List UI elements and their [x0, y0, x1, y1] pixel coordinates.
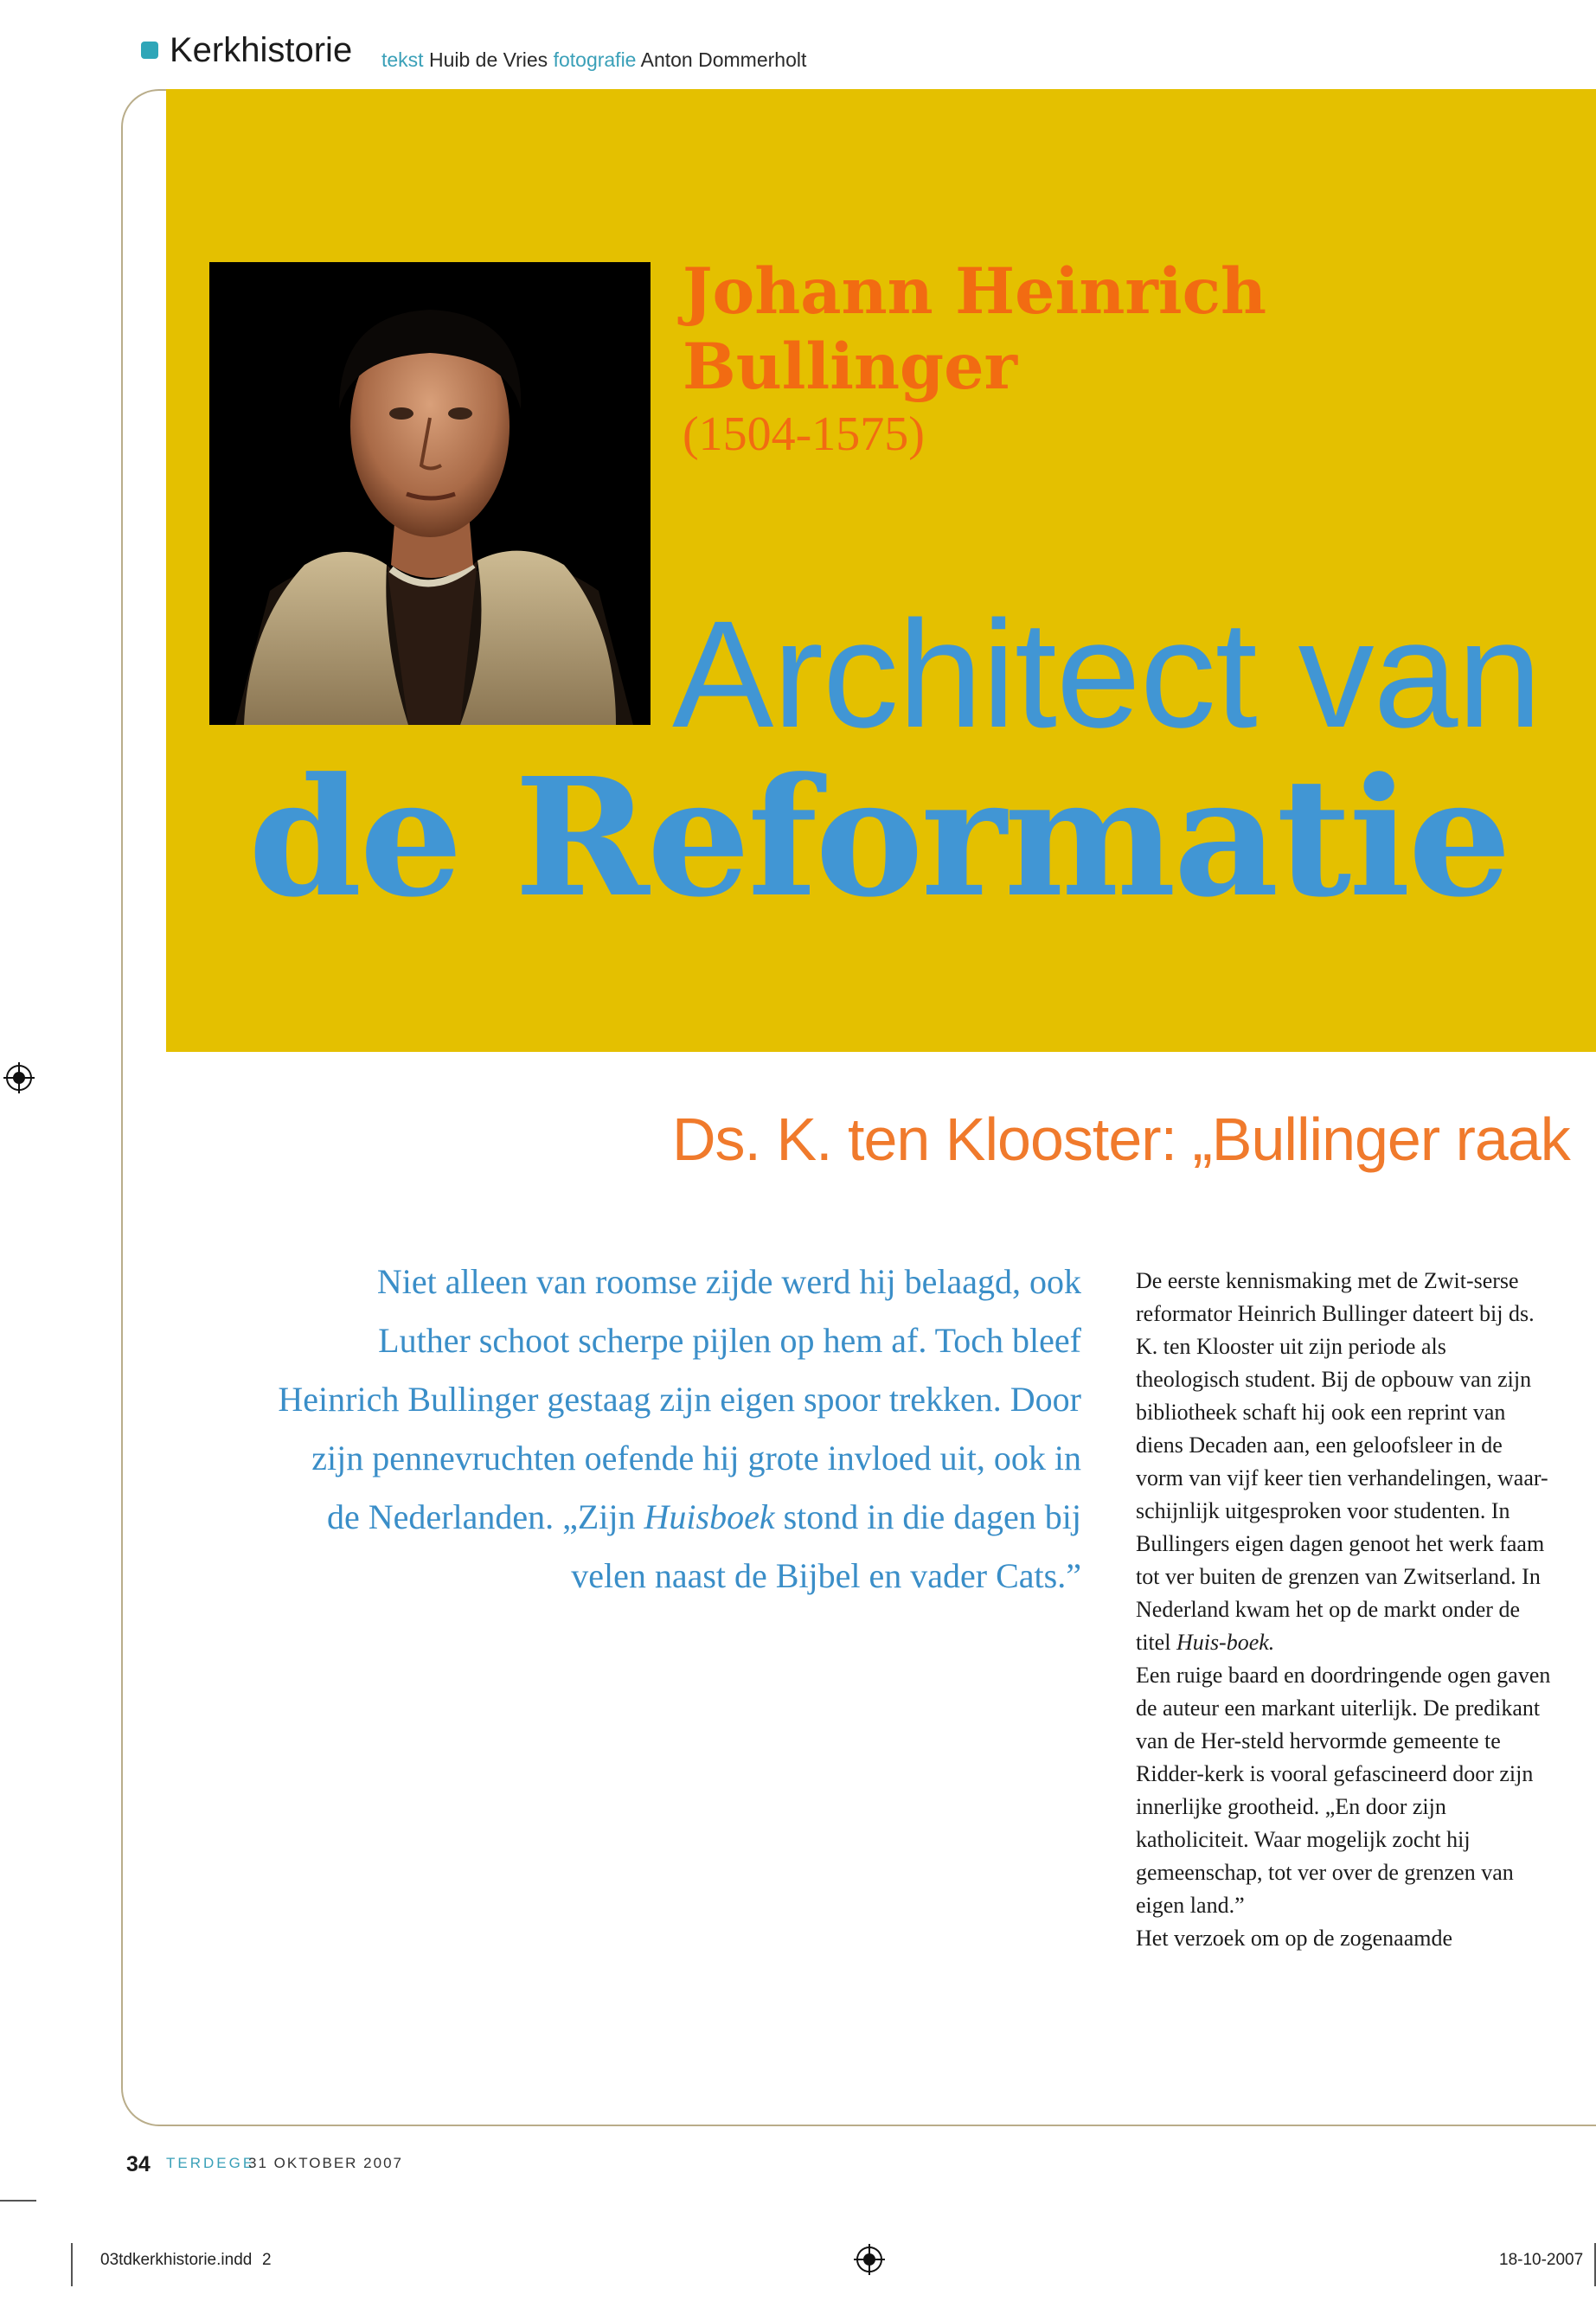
issue-date: 31 OKTOBER 2007 [248, 2155, 403, 2171]
crop-mark [0, 2200, 36, 2202]
slug-page: 2 [262, 2251, 272, 2269]
photo-credit-label: fotografie [553, 48, 637, 71]
intro-text-end: stond in die dagen bij velen naast de Bijbel en vader Cats.” [571, 1497, 1081, 1595]
headline-line1: Architect van [672, 590, 1542, 760]
body-paragraph-3: Het verzoek om op de zogenaamde [1136, 1926, 1453, 1951]
registration-mark-icon [3, 1062, 35, 1093]
page-number: 34 [126, 2152, 151, 2176]
body-paragraph-1 [1136, 1265, 1554, 1659]
slug-date: 18-10-2007 [1499, 2251, 1584, 2269]
body-paragraph-2: Een ruige baard en doordringende ogen gaven de auteur een markant uiterlijk. De predikant van de Her-steld hervormde gemeente te Ridder-kerk is vooral gefascineerd door zijn innerlijke grootheid. „En door zijn katholiciteit. Waar mogelijk zocht hij gemeenschap, tot ver over de grenzen van eigen land.” [1136, 1663, 1551, 1918]
section-marker-icon [141, 42, 158, 59]
body-column [1136, 1265, 1554, 1955]
photographer-name: Anton Dommerholt [640, 48, 807, 71]
registration-mark-icon [854, 2244, 885, 2275]
section-title: Kerkhistorie [170, 31, 353, 69]
intro-italic-title: Huisboek [644, 1497, 775, 1536]
bullinger-portrait-illustration [209, 262, 651, 725]
body-italic-title: Huis-boek. [1176, 1630, 1275, 1655]
headline-line2: de Reformatie [248, 742, 1509, 933]
slug-filename: 03tdkerkhistorie.indd [100, 2251, 253, 2269]
magazine-name: TERDEGE [166, 2155, 256, 2171]
person-name-line2: Bullinger [683, 330, 1017, 404]
text-credit-label: tekst [381, 48, 424, 71]
crop-mark [71, 2243, 73, 2286]
intro-paragraph [277, 1253, 1081, 1606]
intro-text-start: Niet alleen van roomse zijde werd hij belaagd, ook Luther schoot scherpe pijlen op hem af. Toch bleef Heinrich Bullinger gestaag zijn eigen spoor trekken. Door zijn pennevruchten oefende hij grote invloed uit, ook in de Nederlanden. „Zijn [278, 1262, 1081, 1536]
person-years: (1504-1575) [683, 407, 925, 461]
article-subtitle: Ds. K. ten Klooster: „Bullinger raak [672, 1106, 1570, 1173]
portrait-image [209, 262, 651, 725]
body-paragraph-1-text: De eerste kennismaking met de Zwit-serse reformator Heinrich Bullinger dateert bij ds. K. ten Klooster uit zijn periode als theologisch student. Bij de opbouw van zijn bibliotheek schaft hij ook een reprint van diens Decaden aan, een geloofsleer in de vorm van vijf keer tien verhandelingen, waar-schijnlijk uitgesproken voor studenten. In Bullingers eigen dagen genoot het werk faam tot ver buiten de grenzen van Zwitserland. In Nederland kwam het op de markt onder de titel [1136, 1268, 1548, 1655]
author-name: Huib de Vries [428, 48, 548, 71]
credits [381, 50, 806, 70]
person-name [683, 254, 1266, 405]
person-name-line1: Johann Heinrich [683, 254, 1267, 329]
